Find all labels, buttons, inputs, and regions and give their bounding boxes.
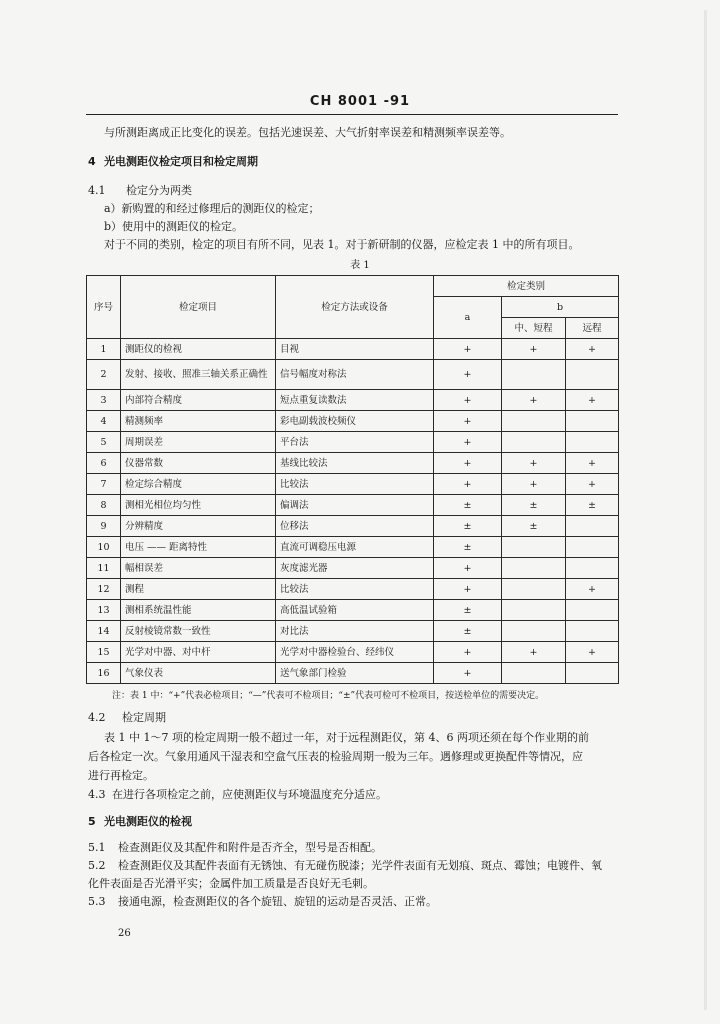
table-row [87, 360, 619, 390]
row-category-b1 [502, 537, 566, 558]
row-no: 16 [87, 663, 121, 684]
row-method: 平台法 [276, 432, 434, 453]
section-4-title: 光电测距仪检定项目和检定周期 [104, 155, 258, 168]
table-note: 注：表 1 中：“+”代表必检项目；“—”代表可不检项目；“±”代表可检可不检项目，按送检单位的需要决定。 [112, 691, 545, 701]
row-no: 9 [87, 516, 121, 537]
row-category-b1 [502, 411, 566, 432]
table-body [87, 339, 619, 684]
row-category-b1: + [502, 474, 566, 495]
table-row [87, 663, 619, 684]
table-row [87, 432, 619, 453]
page-number: 26 [118, 928, 131, 939]
row-no: 15 [87, 642, 121, 663]
row-category-b2: + [566, 642, 619, 663]
row-category-b1 [502, 360, 566, 390]
row-item: 仪器常数 [121, 453, 276, 474]
row-category-a: + [434, 360, 502, 390]
section-4-2-line-2: 后各检定一次。气象用通风干湿表和空盒气压表的检验周期一般为三年。遇修理或更换配件等情况，应 [88, 750, 583, 763]
row-category-a: + [434, 663, 502, 684]
row-category-b2 [566, 558, 619, 579]
row-item: 电压 —— 距离特性 [121, 537, 276, 558]
section-5-number: 5 [88, 815, 96, 828]
row-category-a: ± [434, 495, 502, 516]
row-category-b2: + [566, 390, 619, 411]
section-5-title: 光电测距仪的检视 [104, 815, 192, 828]
row-no: 8 [87, 495, 121, 516]
row-no: 13 [87, 600, 121, 621]
row-method: 位移法 [276, 516, 434, 537]
table-row [87, 642, 619, 663]
row-category-b2: + [566, 339, 619, 360]
table-row [87, 495, 619, 516]
row-category-a: + [434, 642, 502, 663]
row-no: 5 [87, 432, 121, 453]
row-method: 直流可调稳压电源 [276, 537, 434, 558]
col-header-category: 检定类别 [434, 276, 619, 297]
row-category-a: + [434, 432, 502, 453]
row-no: 7 [87, 474, 121, 495]
col-header-no: 序号 [87, 276, 121, 339]
section-5-1-number: 5.1 [88, 841, 106, 854]
inspection-items-table [86, 275, 619, 684]
row-method: 偏调法 [276, 495, 434, 516]
row-item: 检定综合精度 [121, 474, 276, 495]
row-category-b1 [502, 579, 566, 600]
table-caption: 表 1 [350, 260, 370, 271]
row-method: 对比法 [276, 621, 434, 642]
row-method: 比较法 [276, 474, 434, 495]
row-category-a: + [434, 474, 502, 495]
row-category-b1 [502, 432, 566, 453]
section-4-number: 4 [88, 155, 96, 168]
row-item: 精测频率 [121, 411, 276, 432]
row-method: 比较法 [276, 579, 434, 600]
row-no: 10 [87, 537, 121, 558]
row-item: 分辨精度 [121, 516, 276, 537]
list-item-b: b）使用中的测距仪的检定。 [104, 220, 244, 233]
col-header-item: 检定项目 [121, 276, 276, 339]
section-4-1-paragraph: 对于不同的类别，检定的项目有所不同，见表 1。对于新研制的仪器，应检定表 1 中的所有项目。 [104, 238, 580, 251]
section-5-1-text: 检查测距仪及其配件和附件是否齐全，型号是否相配。 [118, 841, 382, 854]
row-category-b2 [566, 621, 619, 642]
row-method: 高低温试验箱 [276, 600, 434, 621]
table-row [87, 453, 619, 474]
row-item: 发射、接收、照准三轴关系正确性 [121, 360, 276, 390]
row-item: 幅相误差 [121, 558, 276, 579]
row-category-a: + [434, 390, 502, 411]
row-category-b1: ± [502, 495, 566, 516]
row-category-a: + [434, 453, 502, 474]
table-row [87, 558, 619, 579]
col-header-b2: 远程 [566, 318, 619, 339]
row-category-b2: + [566, 474, 619, 495]
row-method: 信号幅度对称法 [276, 360, 434, 390]
row-no: 3 [87, 390, 121, 411]
row-item: 光学对中器、对中杆 [121, 642, 276, 663]
row-category-b2 [566, 537, 619, 558]
table-row [87, 537, 619, 558]
table-row [87, 411, 619, 432]
row-category-a: ± [434, 516, 502, 537]
standard-code-header: CH 8001 -91 [309, 94, 411, 109]
section-5-2-line-1: 检查测距仪及其配件表面有无锈蚀、有无碰伤脱漆；光学件表面有无划痕、斑点、霉蚀；电镀件、氧 [118, 859, 602, 872]
row-category-b1 [502, 600, 566, 621]
section-4-3-text: 在进行各项检定之前，应使测距仪与环境温度充分适应。 [112, 788, 387, 801]
row-category-a: ± [434, 600, 502, 621]
table-row [87, 621, 619, 642]
row-category-a: + [434, 579, 502, 600]
row-category-b1: + [502, 339, 566, 360]
row-item: 气象仪表 [121, 663, 276, 684]
table-row [87, 516, 619, 537]
row-method: 基线比较法 [276, 453, 434, 474]
row-category-b1: + [502, 642, 566, 663]
section-4-2-title: 检定周期 [122, 711, 166, 724]
section-5-3-text: 接通电源，检查测距仪的各个旋钮、旋钮的运动是否灵活、正常。 [118, 895, 437, 908]
row-category-b1: + [502, 453, 566, 474]
section-5-2-line-2: 化件表面是否光滑平实；金属件加工质量是否良好无毛刺。 [88, 877, 374, 890]
row-no: 14 [87, 621, 121, 642]
continued-paragraph: 与所测距离成正比变化的误差。包括光速误差、大气折射率误差和精测频率误差等。 [104, 126, 511, 139]
row-method: 短点重复读数法 [276, 390, 434, 411]
section-5-2-number: 5.2 [88, 859, 106, 872]
section-4-3-number: 4.3 [88, 788, 106, 801]
row-category-b2 [566, 600, 619, 621]
row-item: 反射棱镜常数一致性 [121, 621, 276, 642]
table-row [87, 579, 619, 600]
row-item: 测相光相位均匀性 [121, 495, 276, 516]
row-category-b2: ± [566, 495, 619, 516]
list-item-a: a）新购置的和经过修理后的测距仪的检定； [104, 202, 320, 215]
section-4-2-line-1: 表 1 中 1～7 项的检定周期一般不超过一年，对于远程测距仪，第 4、6 两项还须在每个作业期的前 [104, 731, 589, 744]
row-no: 11 [87, 558, 121, 579]
row-category-b2: + [566, 579, 619, 600]
row-no: 12 [87, 579, 121, 600]
col-header-method: 检定方法或设备 [276, 276, 434, 339]
row-method: 彩电副载波校频仪 [276, 411, 434, 432]
header-rule [86, 114, 618, 115]
row-item: 测距仪的检视 [121, 339, 276, 360]
section-4-1-number: 4.1 [88, 184, 106, 197]
row-method: 光学对中器检验台、经纬仪 [276, 642, 434, 663]
table-row [87, 339, 619, 360]
table-row [87, 600, 619, 621]
row-no: 1 [87, 339, 121, 360]
section-4-2-line-3: 进行再检定。 [88, 769, 154, 782]
row-method: 送气象部门检验 [276, 663, 434, 684]
row-category-b2 [566, 411, 619, 432]
row-category-b1: ± [502, 516, 566, 537]
row-category-b2 [566, 516, 619, 537]
scan-edge [704, 10, 707, 1010]
row-no: 4 [87, 411, 121, 432]
row-no: 2 [87, 360, 121, 390]
row-method: 目视 [276, 339, 434, 360]
section-4-1-title: 检定分为两类 [126, 184, 192, 197]
row-item: 测程 [121, 579, 276, 600]
section-5-3-number: 5.3 [88, 895, 106, 908]
row-category-b1: + [502, 390, 566, 411]
row-item: 内部符合精度 [121, 390, 276, 411]
row-no: 6 [87, 453, 121, 474]
section-4-2-number: 4.2 [88, 711, 106, 724]
col-header-b: b [502, 297, 619, 318]
table-row [87, 474, 619, 495]
row-category-b2: + [566, 453, 619, 474]
row-category-b1 [502, 663, 566, 684]
row-category-b1 [502, 621, 566, 642]
row-item: 周期误差 [121, 432, 276, 453]
table-row [87, 390, 619, 411]
col-header-b1: 中、短程 [502, 318, 566, 339]
row-category-a: ± [434, 621, 502, 642]
row-category-a: + [434, 558, 502, 579]
row-category-a: + [434, 339, 502, 360]
row-category-b1 [502, 558, 566, 579]
row-category-b2 [566, 360, 619, 390]
row-category-b2 [566, 663, 619, 684]
col-header-a: a [434, 297, 502, 339]
row-category-a: + [434, 411, 502, 432]
row-category-b2 [566, 432, 619, 453]
row-item: 测相系统温性能 [121, 600, 276, 621]
row-method: 灰度滤光器 [276, 558, 434, 579]
row-category-a: ± [434, 537, 502, 558]
